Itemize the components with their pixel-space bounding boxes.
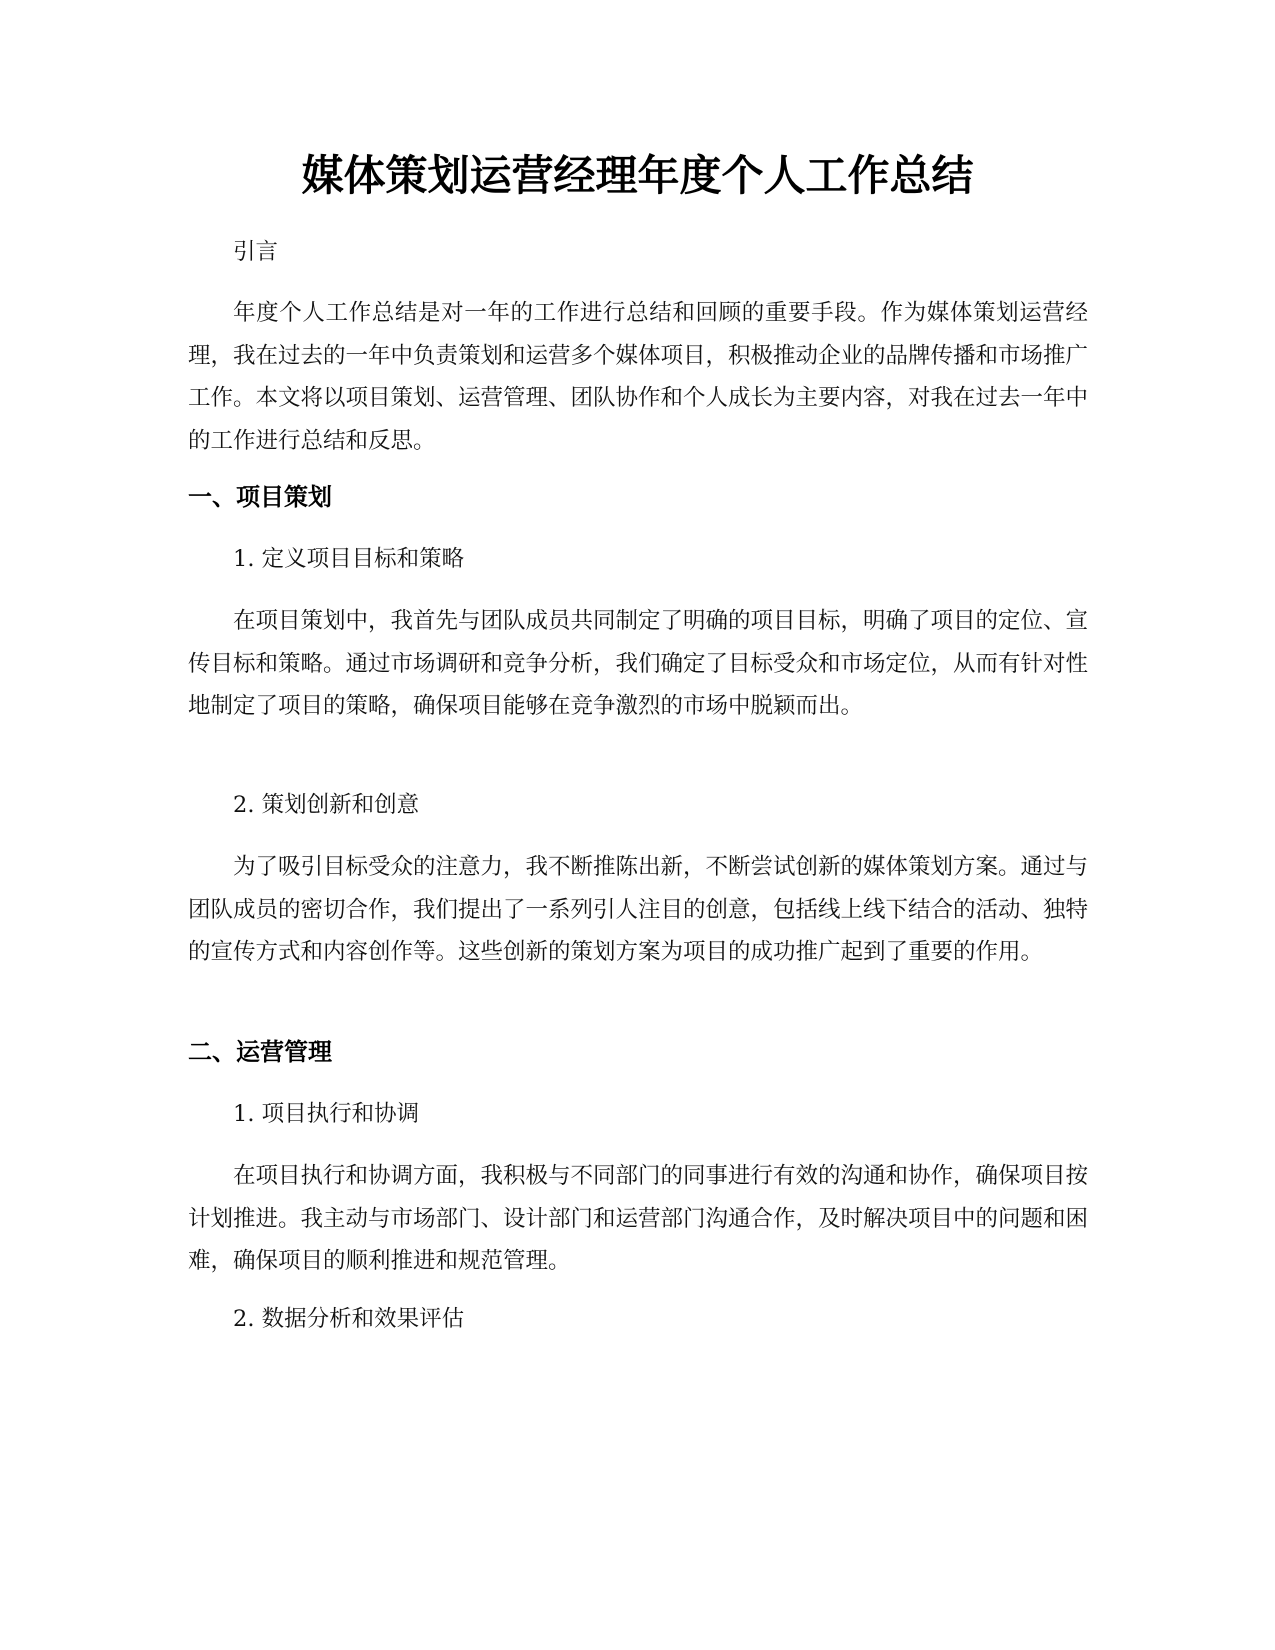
section-1-paragraph-1: 在项目策划中，我首先与团队成员共同制定了明确的项目目标，明确了项目的定位、宣传目标和策略。通过市场调研和竞争分析，我们确定了目标受众和市场定位，从而有针对性地制定了项目的策略，确保项目能够在竞争激烈的市场中脱颖而出。 — [188, 608, 1089, 720]
page-title: 媒体策划运营经理年度个人工作总结 — [301, 151, 974, 200]
section-2-subheading-2: 2. 数据分析和效果评估 — [233, 1306, 465, 1332]
intro-paragraph: 年度个人工作总结是对一年的工作进行总结和回顾的重要手段。作为媒体策划运营经理，我在过去的一年中负责策划和运营多个媒体项目，积极推动企业的品牌传播和市场推广工作。本文将以项目策划、运营管理、团队协作和个人成长为主要内容，对我在过去一年中的工作进行总结和反思。 — [188, 300, 1089, 454]
section-1-heading: 一、项目策划 — [188, 483, 332, 511]
section-1-subheading-2: 2. 策划创新和创意 — [233, 792, 420, 818]
section-1-subheading-1: 1. 定义项目目标和策略 — [233, 546, 465, 572]
section-2-heading: 二、运营管理 — [188, 1038, 332, 1066]
section-1-paragraph-2: 为了吸引目标受众的注意力，我不断推陈出新，不断尝试创新的媒体策划方案。通过与团队成员的密切合作，我们提出了一系列引人注目的创意，包括线上线下结合的活动、独特的宣传方式和内容创作等。这些创新的策划方案为项目的成功推广起到了重要的作用。 — [188, 854, 1089, 966]
section-2-subheading-1: 1. 项目执行和协调 — [233, 1101, 420, 1127]
intro-heading: 引言 — [233, 239, 279, 265]
section-2-paragraph-1: 在项目执行和协调方面，我积极与不同部门的同事进行有效的沟通和协作，确保项目按计划推进。我主动与市场部门、设计部门和运营部门沟通合作，及时解决项目中的问题和困难，确保项目的顺利推进和规范管理。 — [188, 1163, 1089, 1275]
